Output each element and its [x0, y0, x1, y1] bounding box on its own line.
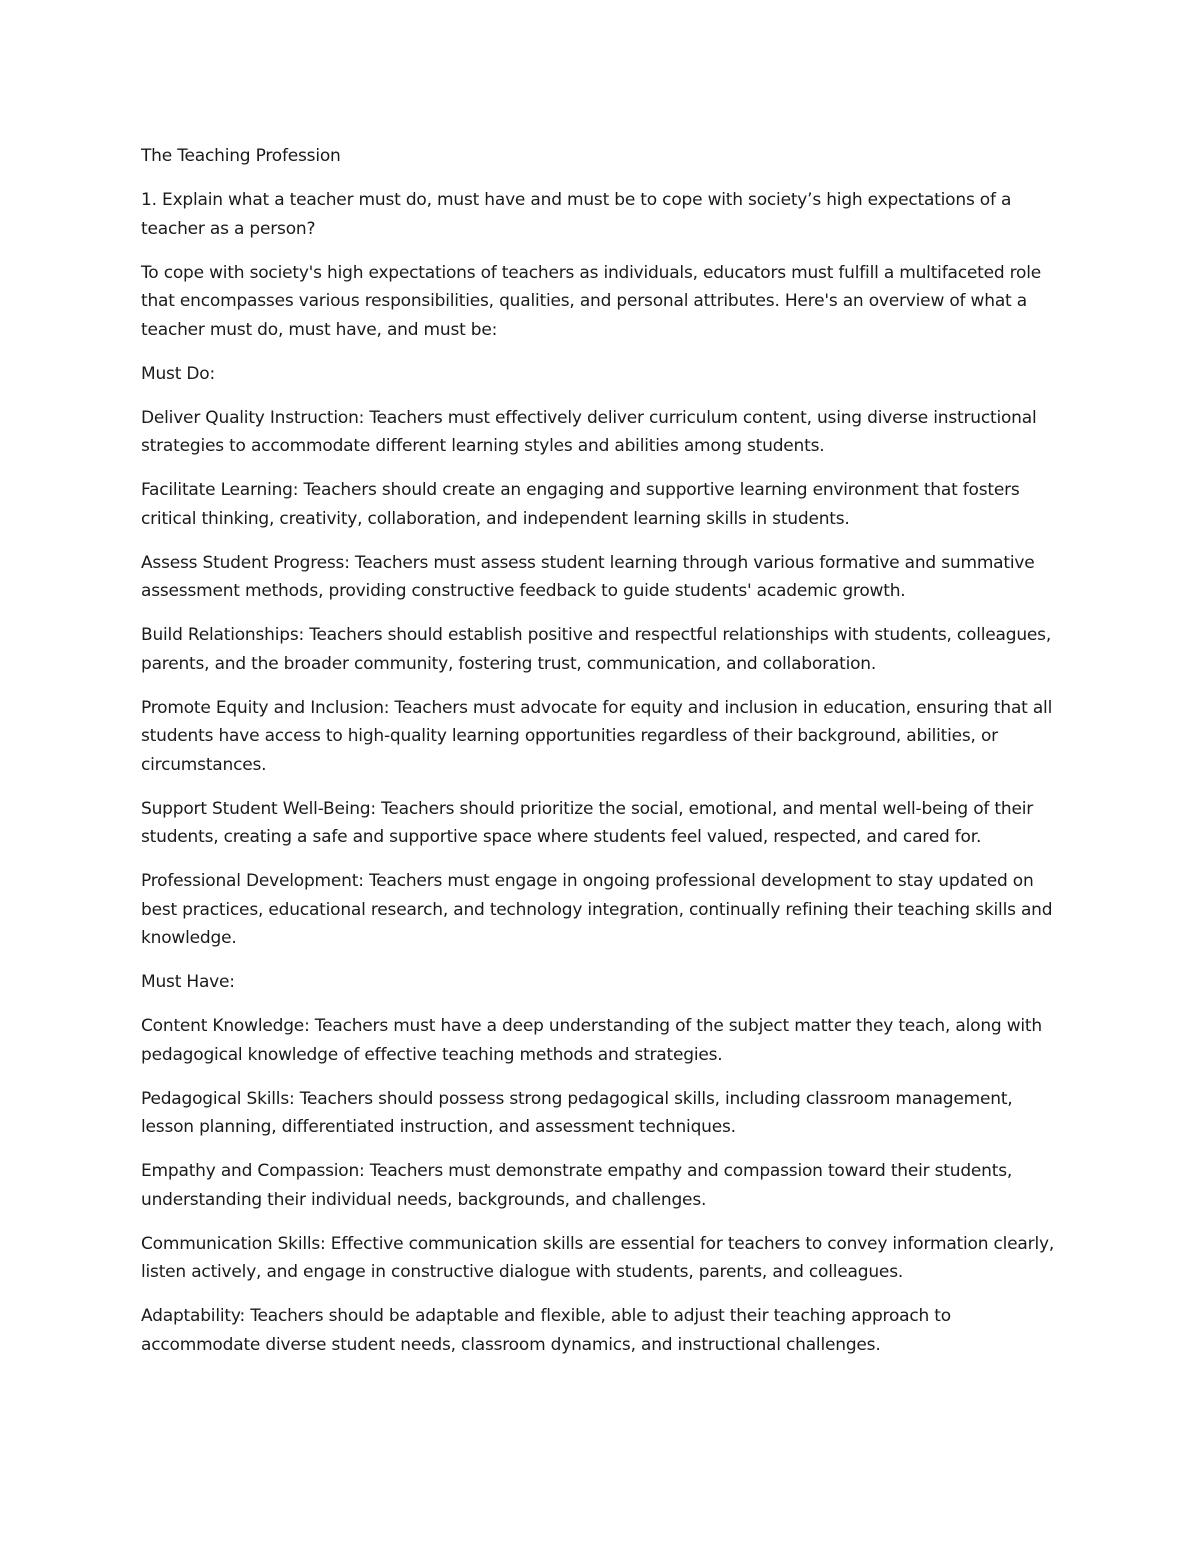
must-have-item: Empathy and Compassion: Teachers must demonstrate empathy and compassion toward their students, understanding their individual needs, backgrounds, and challenges.: [141, 1161, 1013, 1210]
must-have-item: Pedagogical Skills: Teachers should possess strong pedagogical skills, including classroom management, lesson planning, differentiated instruction, and assessment techniques.: [141, 1088, 1013, 1137]
document-title: The Teaching Profession: [141, 146, 341, 166]
must-do-item: Deliver Quality Instruction: Teachers must effectively deliver curriculum content, using diverse instructional strategies to accommodate different learning styles and abilities among students.: [141, 407, 1037, 456]
must-do-item: Professional Development: Teachers must engage in ongoing professional development to stay updated on best practices, educational research, and technology integration, continually refining their teaching skills and knowledge.: [141, 871, 1053, 948]
must-do-item: Build Relationships: Teachers should establish positive and respectful relationships with students, colleagues, parents, and the broader community, fostering trust, communication, and collaboration.: [141, 625, 1052, 674]
must-have-item: Content Knowledge: Teachers must have a deep understanding of the subject matter they teach, along with pedagogical knowledge of effective teaching methods and strategies.: [141, 1016, 1042, 1065]
must-have-item: Adaptability: Teachers should be adaptable and flexible, able to adjust their teaching approach to accommodate diverse student needs, classroom dynamics, and instructional challenges.: [141, 1306, 951, 1355]
must-do-heading: Must Do:: [141, 363, 215, 384]
intro-paragraph: To cope with society's high expectations of teachers as individuals, educators must fulfill a multifaceted role that encompasses various responsibilities, qualities, and personal attributes. Here's an overview of what a teacher must do, must have, and must be:: [141, 262, 1042, 340]
must-have-heading: Must Have:: [141, 972, 235, 992]
must-do-item: Facilitate Learning: Teachers should create an engaging and supportive learning environment that fosters critical thinking, creativity, collaboration, and independent learning skills in students.: [141, 480, 1020, 529]
must-do-item: Promote Equity and Inclusion: Teachers must advocate for equity and inclusion in education, ensuring that all students have access to high-quality learning opportunities regardless of their background, abilities, or circumstances.: [141, 697, 1053, 775]
document-body: [141, 142, 1061, 1375]
must-have-item: Communication Skills: Effective communication skills are essential for teachers to convey information clearly, listen actively, and engage in constructive dialogue with students, parents, and colleagues.: [141, 1233, 1055, 1282]
must-do-item: Support Student Well-Being: Teachers should prioritize the social, emotional, and mental well-being of their students, creating a safe and supportive space where students feel valued, respected, and cared for.: [141, 798, 1034, 847]
question: 1. Explain what a teacher must do, must have and must be to cope with society’s high expectations of a teacher as a person?: [141, 190, 1012, 239]
must-do-item: Assess Student Progress: Teachers must assess student learning through various formative and summative assessment methods, providing constructive feedback to guide students' academic growth.: [141, 552, 1035, 601]
